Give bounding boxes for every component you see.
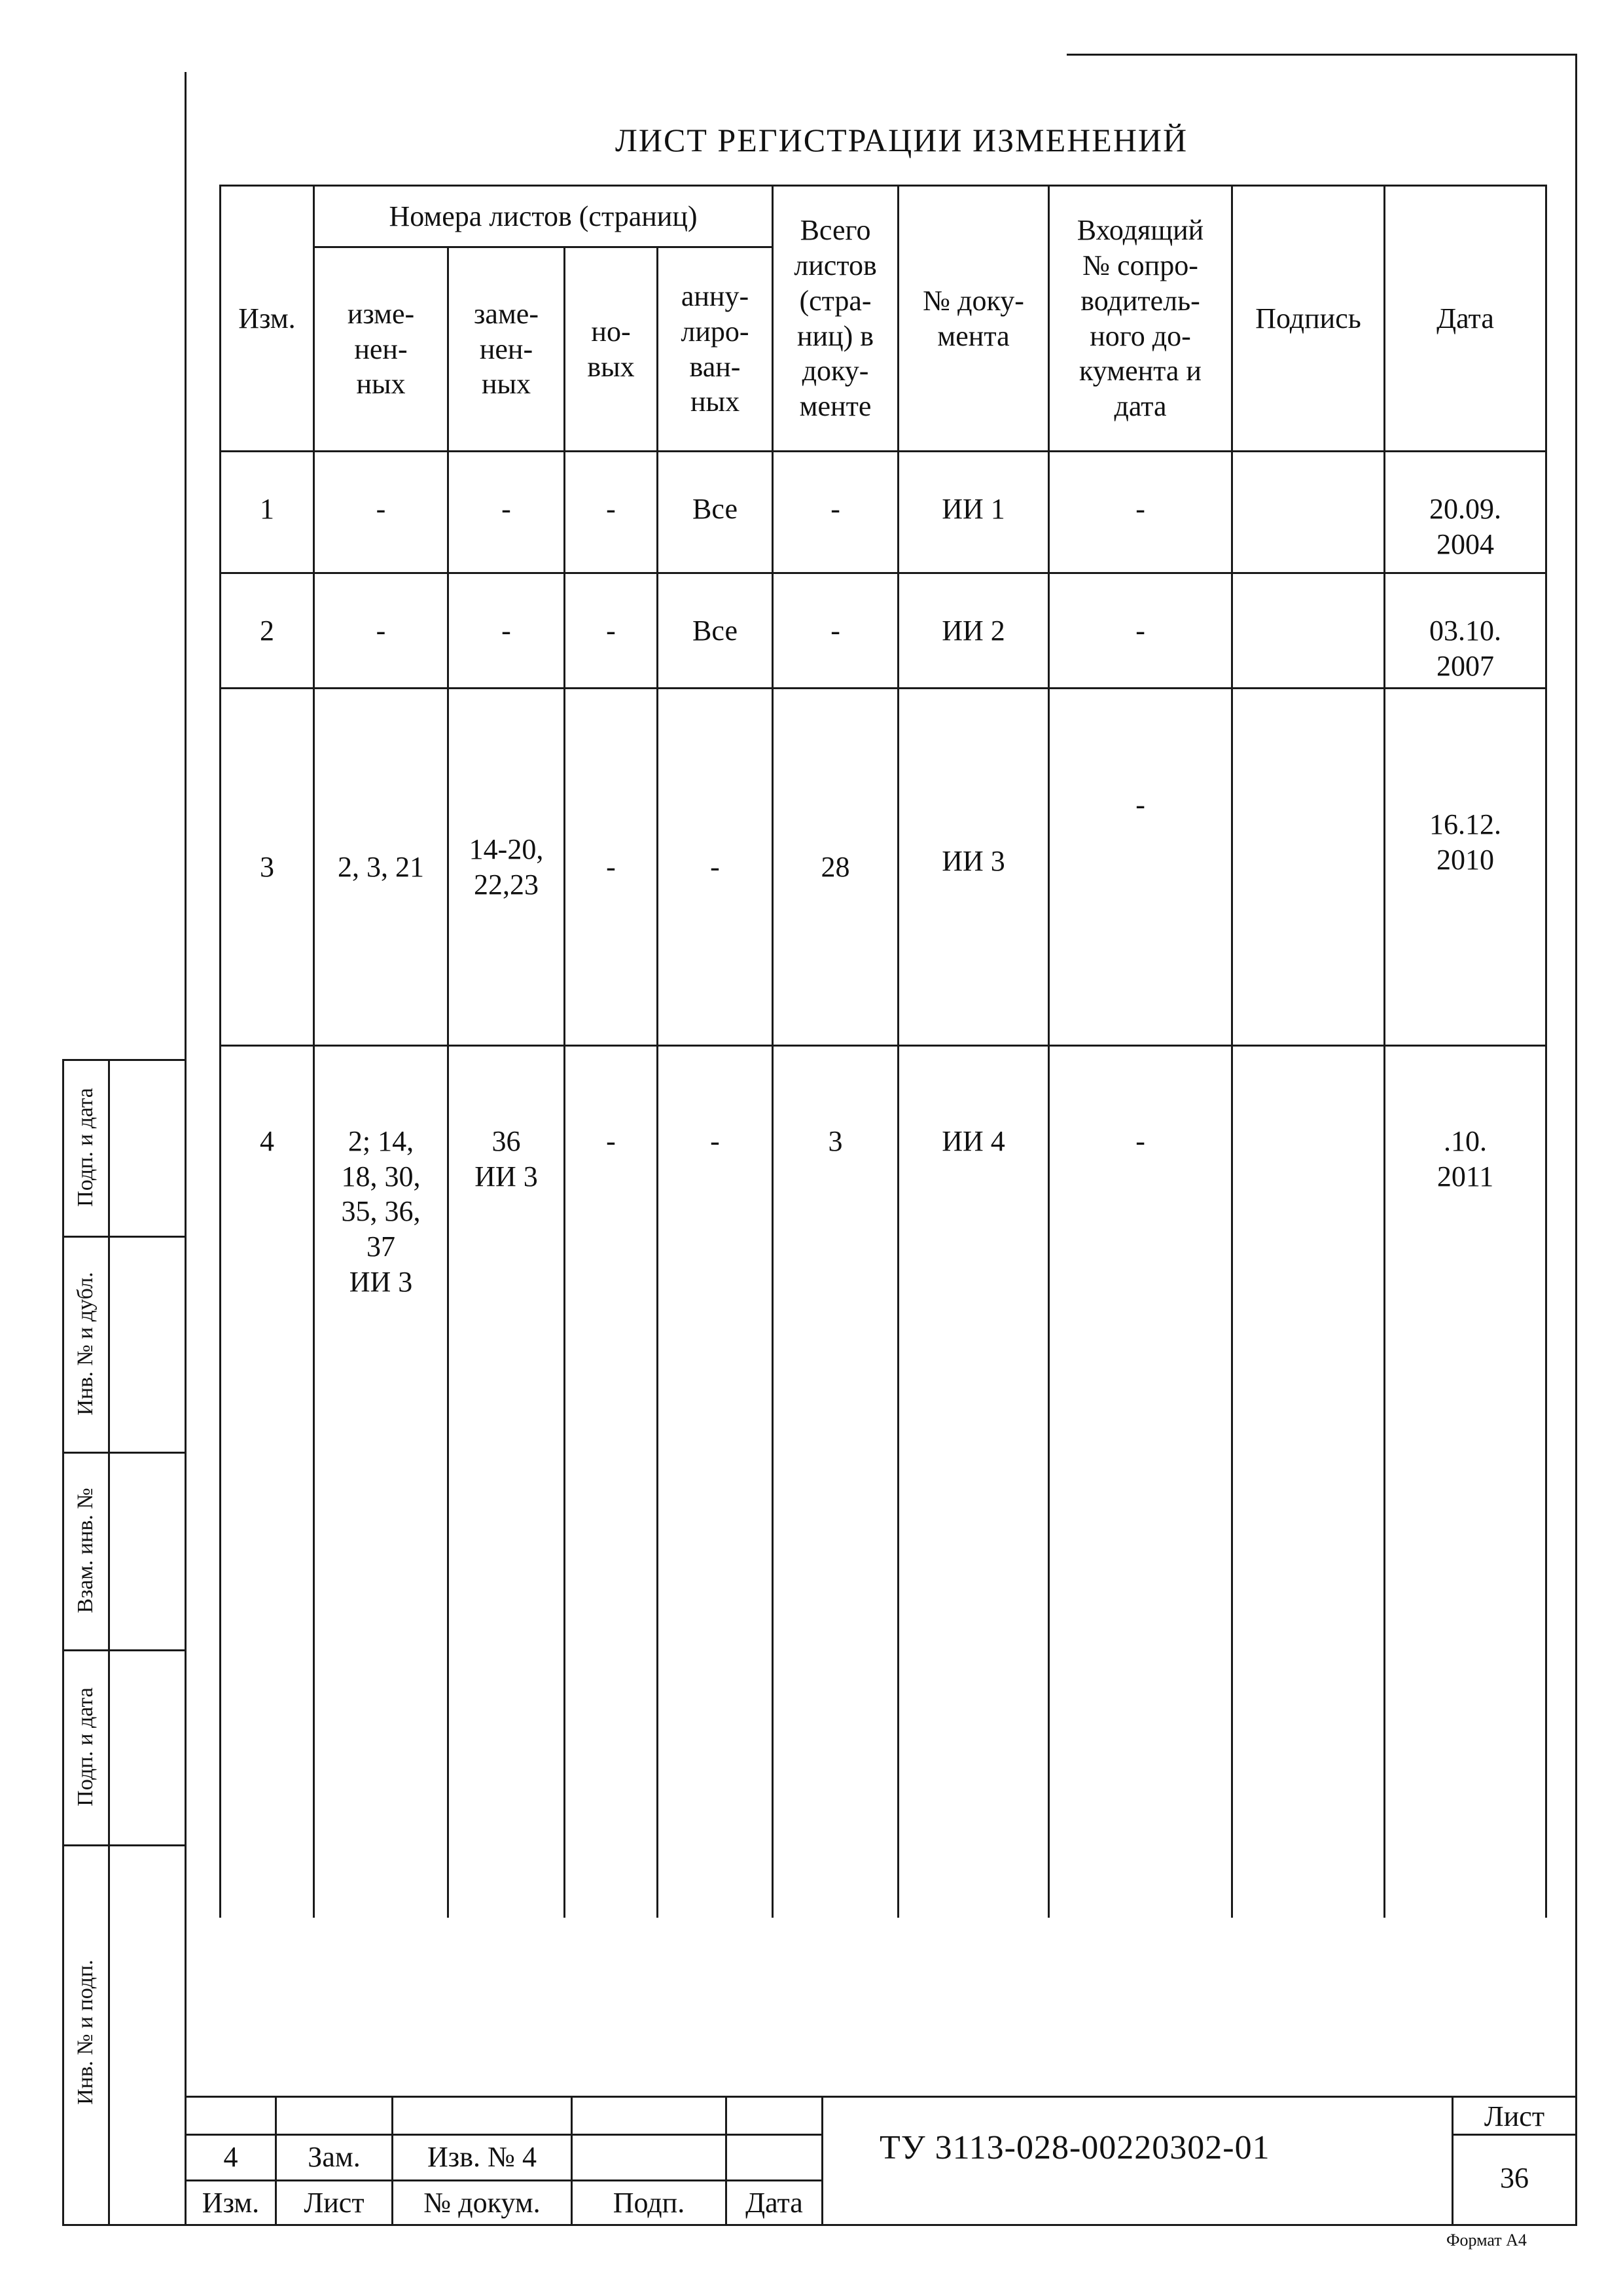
tb-label-list: Лист xyxy=(304,2187,365,2219)
side-stamp-outer-line xyxy=(62,1059,64,2225)
cell-incoming: - xyxy=(1049,689,1232,1046)
cell-date: 16.12. 2010 xyxy=(1385,689,1546,1046)
cell-changed: 2; 14, 18, 30, 35, 36, 37 ИИ 3 xyxy=(314,1046,448,1918)
tb-label-sign: Подп. xyxy=(613,2187,685,2219)
cell-signature xyxy=(1232,452,1385,573)
frame-right-line xyxy=(1575,54,1577,2225)
cell-izm: 2 xyxy=(221,573,314,689)
cell-date: 20.09. 2004 xyxy=(1385,452,1546,573)
cell-new: - xyxy=(565,689,658,1046)
header-doc-number: № доку- мента xyxy=(899,186,1049,452)
header-replaced: заме- нен- ных xyxy=(448,247,565,452)
title-block-top-line xyxy=(185,2096,1577,2098)
tb-label-doc: № докум. xyxy=(423,2187,541,2219)
header-total-sheets: Всего листов (стра- ниц) в доку- менте xyxy=(773,186,899,452)
side-stamp-divider xyxy=(62,1649,187,1651)
cell-new: - xyxy=(565,452,658,573)
table-row xyxy=(221,689,1546,1046)
cell-izm: 3 xyxy=(221,689,314,1046)
cell-doc-number: ИИ 3 xyxy=(899,689,1049,1046)
side-stamp-divider xyxy=(62,1452,187,1454)
format-label: Формат А4 xyxy=(1446,2231,1527,2250)
tb-label-date: Дата xyxy=(745,2187,803,2219)
cell-replaced: - xyxy=(448,452,565,573)
cell-date: .10. 2011 xyxy=(1385,1046,1546,1918)
cell-replaced: 36 ИИ 3 xyxy=(448,1046,565,1918)
change-registration-table xyxy=(219,185,1547,1918)
side-stamp-label: Инв. № и дубл. xyxy=(73,1272,98,1416)
cell-new: - xyxy=(565,573,658,689)
page-title: ЛИСТ РЕГИСТРАЦИИ ИЗМЕНЕНИЙ xyxy=(615,122,1188,158)
cell-doc-number: ИИ 1 xyxy=(899,452,1049,573)
side-stamp-inner-line xyxy=(108,1059,110,2225)
tb-list-value: Зам. xyxy=(308,2141,361,2173)
side-stamp-label: Подп. и дата xyxy=(73,1687,98,1806)
header-signature: Подпись xyxy=(1232,186,1385,452)
side-stamp-label: Взам. инв. № xyxy=(73,1488,98,1613)
header-incoming-doc: Входящий № сопро- водитель- ного до- кумента и дата xyxy=(1049,186,1232,452)
header-annulled: анну- лиро- ван- ных xyxy=(658,247,773,452)
cell-signature xyxy=(1232,573,1385,689)
cell-total: - xyxy=(773,573,899,689)
cell-signature xyxy=(1232,1046,1385,1918)
header-changed: изме- нен- ных xyxy=(314,247,448,452)
header-sheet-numbers: Номера листов (страниц) xyxy=(314,186,773,247)
title-block-col-line xyxy=(821,2096,823,2225)
cell-incoming: - xyxy=(1049,573,1232,689)
cell-annulled: Все xyxy=(658,573,773,689)
cell-annulled: - xyxy=(658,689,773,1046)
document-code: ТУ 3113-028-00220302-01 xyxy=(880,2129,1270,2166)
cell-replaced: - xyxy=(448,573,565,689)
sheet-number: 36 xyxy=(1500,2162,1529,2194)
header-izm: Изм. xyxy=(221,186,314,452)
cell-incoming: - xyxy=(1049,452,1232,573)
cell-incoming: - xyxy=(1049,1046,1232,1918)
cell-izm: 4 xyxy=(221,1046,314,1918)
title-block-sheet-line xyxy=(1453,2134,1577,2136)
cell-new: - xyxy=(565,1046,658,1918)
frame-left-line xyxy=(185,72,187,2225)
cell-date: 03.10. 2007 xyxy=(1385,573,1546,689)
cell-total: - xyxy=(773,452,899,573)
tb-doc-value: Изв. № 4 xyxy=(427,2141,537,2173)
side-stamp-label: Подп. и дата xyxy=(73,1088,98,1207)
cell-doc-number: ИИ 4 xyxy=(899,1046,1049,1918)
sheet-label: Лист xyxy=(1484,2100,1545,2132)
table-row xyxy=(221,452,1546,573)
table-row xyxy=(221,1046,1546,1918)
frame-bottom-line xyxy=(62,2224,1577,2226)
cell-changed: - xyxy=(314,573,448,689)
side-stamp-divider xyxy=(62,1059,187,1061)
cell-replaced: 14-20, 22,23 xyxy=(448,689,565,1046)
side-stamp-divider xyxy=(62,1236,187,1238)
cell-annulled: - xyxy=(658,1046,773,1918)
side-stamp-divider xyxy=(62,1844,187,1846)
cell-changed: 2, 3, 21 xyxy=(314,689,448,1046)
header-new: но- вых xyxy=(565,247,658,452)
cell-doc-number: ИИ 2 xyxy=(899,573,1049,689)
cell-annulled: Все xyxy=(658,452,773,573)
tb-label-izm: Изм. xyxy=(202,2187,260,2219)
table-row xyxy=(221,573,1546,689)
cell-changed: - xyxy=(314,452,448,573)
frame-top-line xyxy=(1067,54,1577,56)
header-date: Дата xyxy=(1385,186,1546,452)
cell-izm: 1 xyxy=(221,452,314,573)
cell-total: 3 xyxy=(773,1046,899,1918)
tb-izm-value: 4 xyxy=(223,2141,238,2173)
side-stamp-label: Инв. № и подп. xyxy=(73,1960,98,2105)
cell-signature xyxy=(1232,689,1385,1046)
cell-total: 28 xyxy=(773,689,899,1046)
